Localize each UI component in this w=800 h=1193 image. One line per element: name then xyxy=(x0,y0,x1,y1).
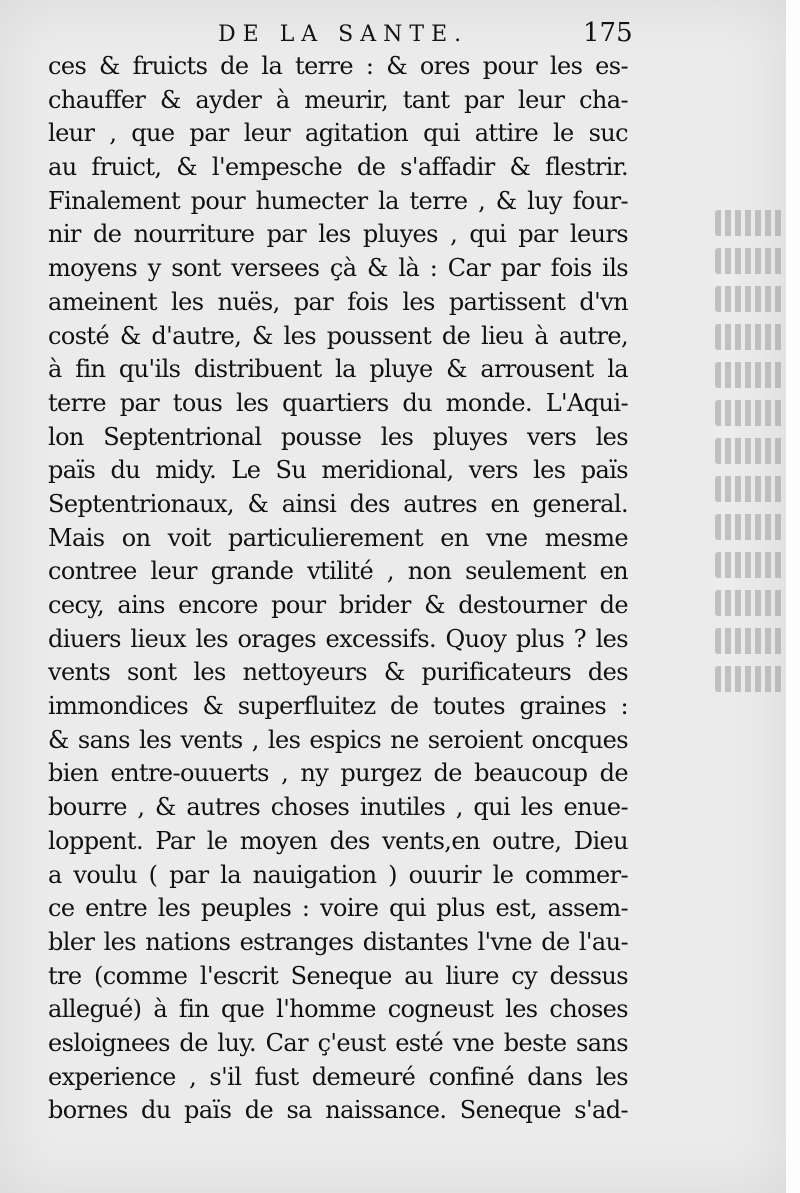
text-line: Mais on voit particulierement en vne mesme xyxy=(48,523,628,552)
text-line: esloignees de luy. Car ç'eust esté vne beste sans xyxy=(48,1028,628,1057)
text-line: Finalement pour humecter la terre , & luy four- xyxy=(48,186,628,215)
text-line: terre par tous les quartiers du monde. L'Aqui- xyxy=(48,388,628,417)
page-margin-edge xyxy=(786,0,800,1193)
text-line: à fin qu'ils distribuent la pluye & arrousent la xyxy=(48,355,628,384)
text-line: Septentrionaux, & ainsi des autres en general. xyxy=(48,489,628,518)
text-line: leur , que par leur agitation qui attire le suc xyxy=(48,119,628,148)
text-line: païs du midy. Le Su meridional, vers les païs xyxy=(48,456,628,485)
text-line: bourre , & autres choses inutiles , qui les enue- xyxy=(48,793,628,822)
text-line: diuers lieux les orages excessifs. Quoy plus ? les xyxy=(48,624,628,653)
text-line: immondices & superfluitez de toutes graines : xyxy=(48,692,628,721)
show-through-text xyxy=(715,210,785,730)
text-line: contree leur grande vtilité , non seulement en xyxy=(48,557,628,586)
text-line: & sans les vents , les espics ne seroient oncques xyxy=(48,725,628,754)
text-line: allegué) à fin que l'homme cogneust les choses xyxy=(48,995,628,1024)
text-line: lon Septentrional pousse les pluyes vers les xyxy=(48,422,628,451)
running-head-title: DE LA SANTE. xyxy=(218,22,469,47)
text-line: ces & fruicts de la terre : & ores pour les es- xyxy=(48,52,628,80)
text-line: bler les nations estranges distantes l'vne de l'au- xyxy=(48,927,628,956)
text-line: nir de nourriture par les pluyes , qui par leurs xyxy=(48,220,628,249)
text-line: cecy, ains encore pour brider & destourner de xyxy=(48,591,628,619)
page-number: 175 xyxy=(583,18,633,48)
text-line: loppent. Par le moyen des vents,en outre, Dieu xyxy=(48,826,628,855)
text-line: ce entre les peuples : voire qui plus est, assem- xyxy=(48,894,628,923)
text-line: experience , s'il fust demeuré confiné dans les xyxy=(48,1062,628,1091)
text-line: ameinent les nuës, par fois les partissent d'vn xyxy=(48,287,628,316)
text-line: moyens y sont versees çà & là : Car par fois ils xyxy=(48,254,628,283)
text-line: costé & d'autre, & les poussent de lieu à autre, xyxy=(48,321,628,350)
text-line: au fruict, & l'empesche de s'affadir & flestrir. xyxy=(48,153,628,182)
text-line: bien entre-ouuerts , ny purgez de beaucoup de xyxy=(48,759,628,788)
body-text xyxy=(48,50,628,1128)
text-line: chauffer & ayder à meurir, tant par leur cha- xyxy=(48,85,628,114)
text-line: a voulu ( par la nauigation ) ouurir le commer- xyxy=(48,860,628,889)
text-line: tre (comme l'escrit Seneque au liure cy dessus xyxy=(48,961,628,990)
text-line: vents sont les nettoyeurs & purificateurs des xyxy=(48,658,628,687)
text-line: bornes du païs de sa naissance. Seneque s'ad- xyxy=(48,1096,628,1125)
